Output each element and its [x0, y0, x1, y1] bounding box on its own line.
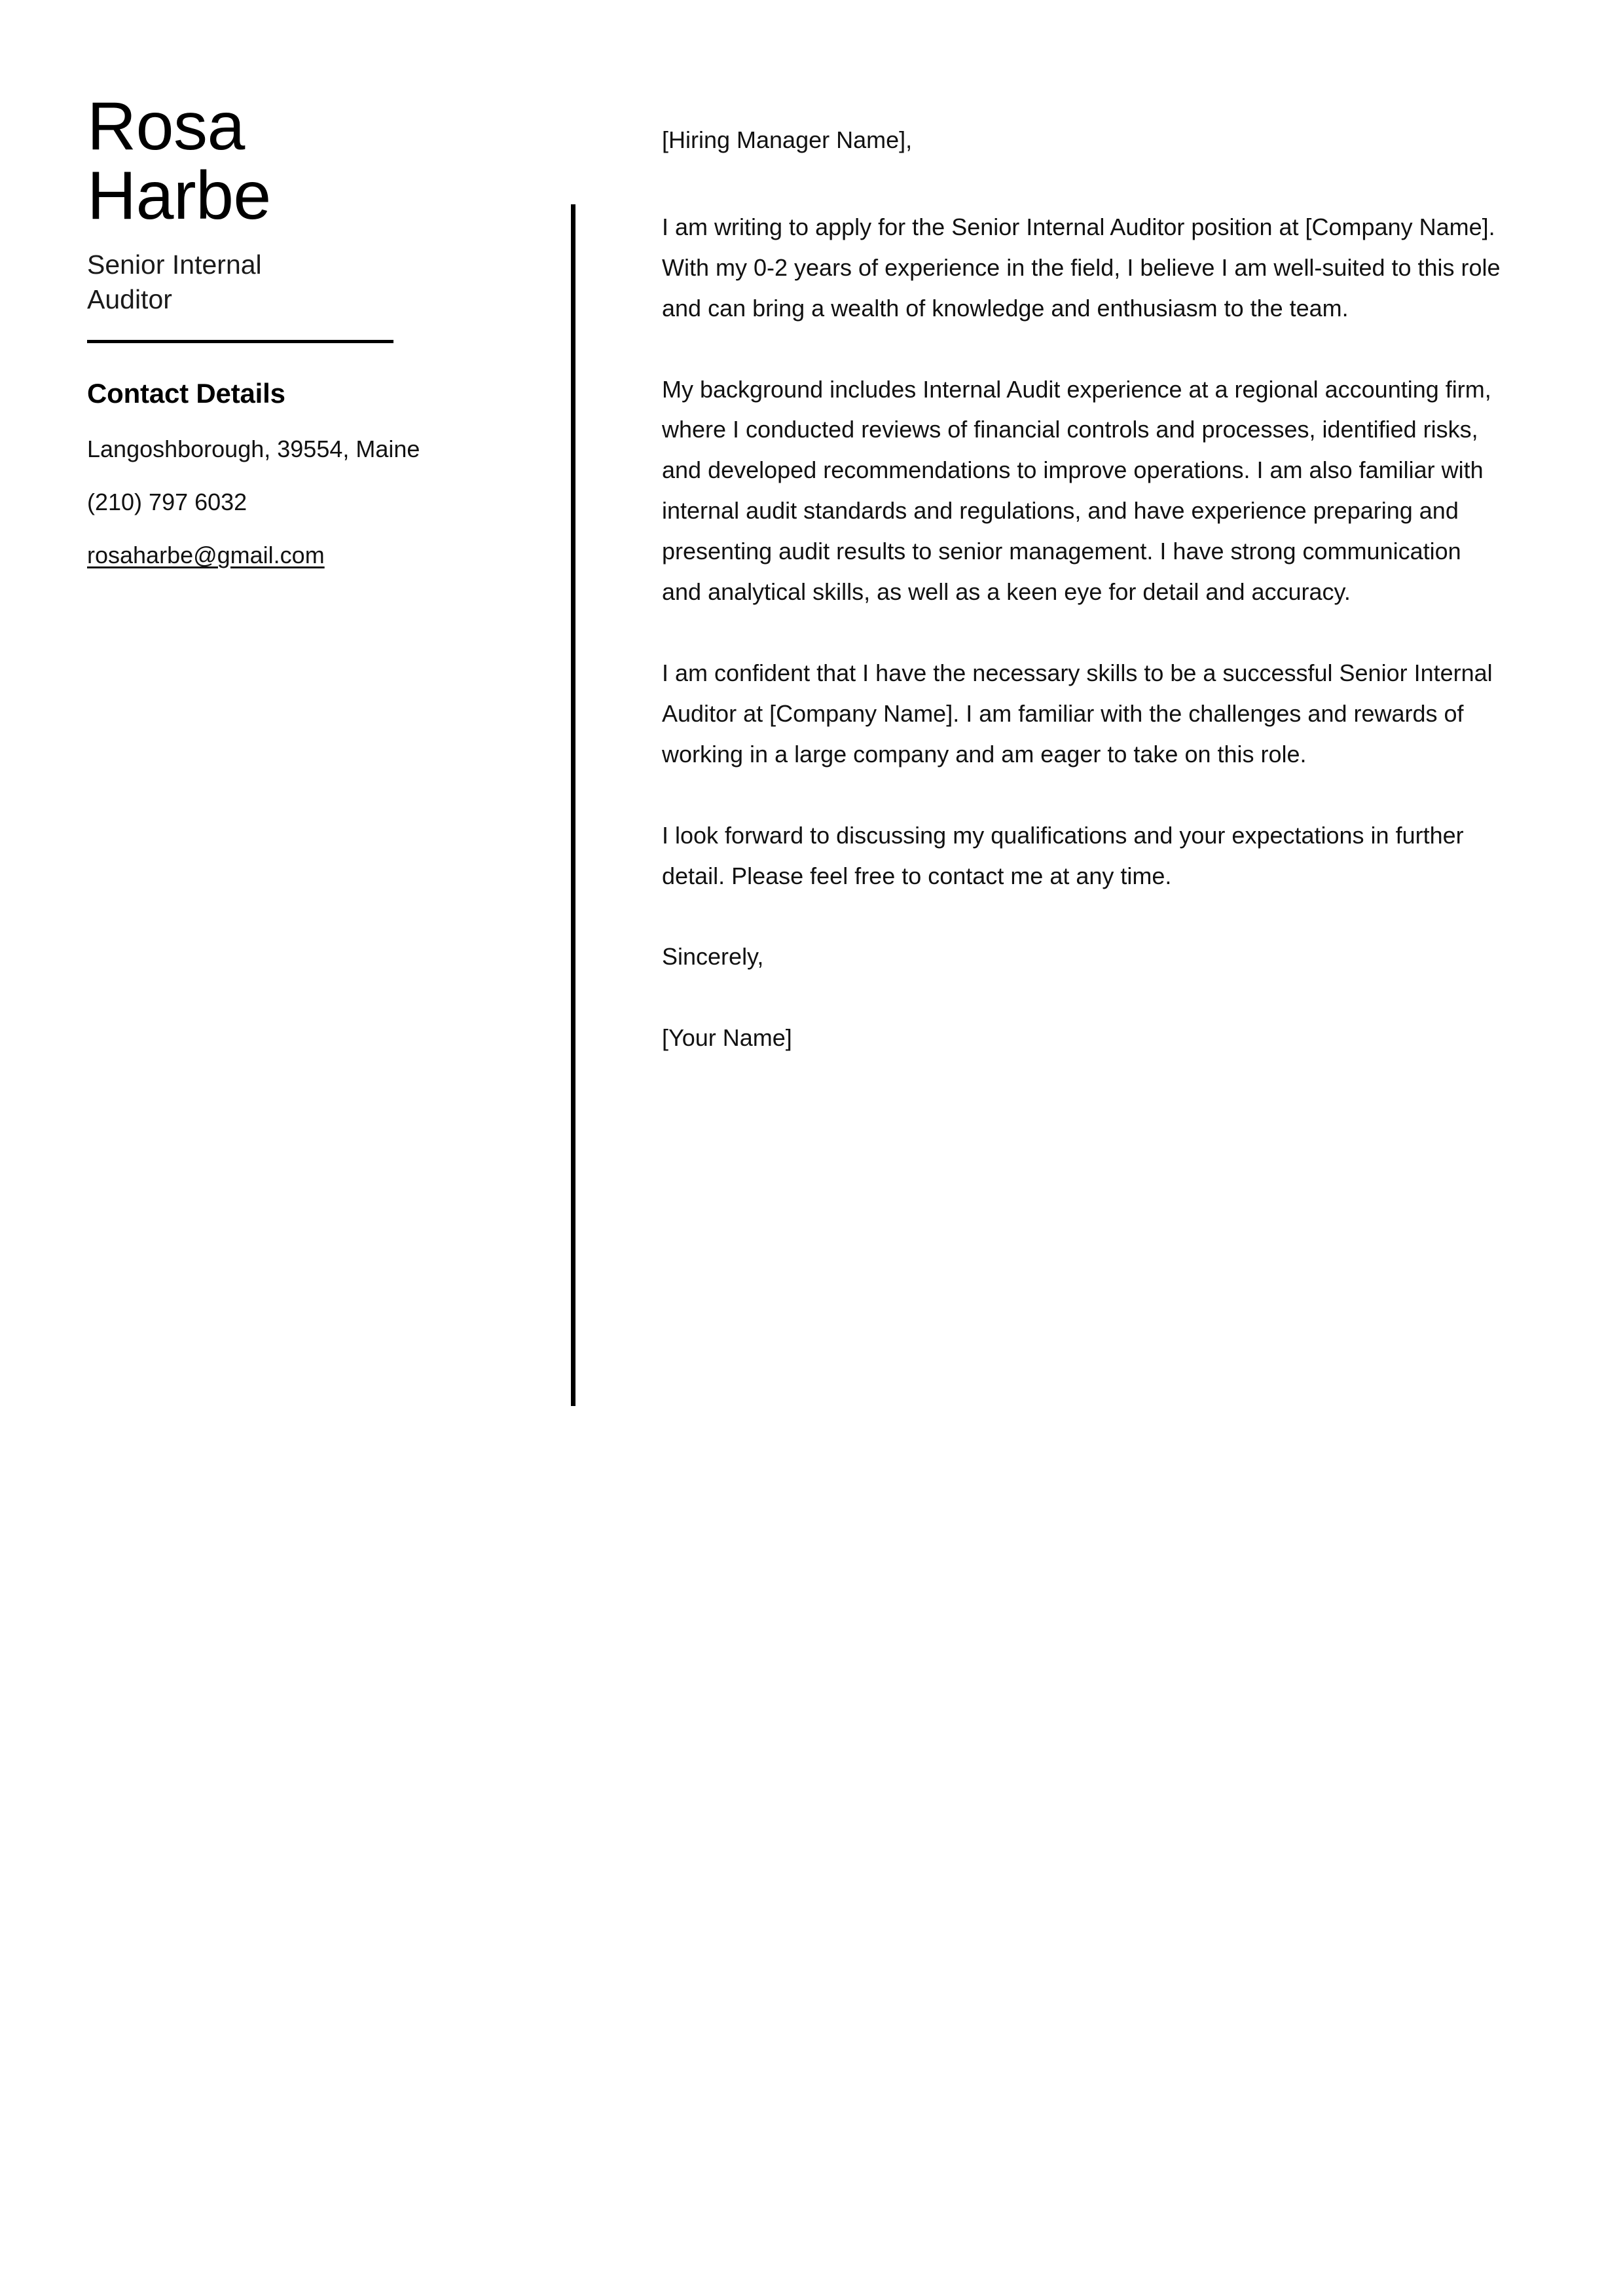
letter-body — [662, 122, 1506, 1058]
sidebar-divider-rule — [87, 340, 393, 343]
sidebar — [87, 88, 493, 591]
letter-paragraph: I look forward to discussing my qualifications and your expectations in further detail. Please feel free to contact me at any time. — [662, 821, 1464, 889]
contact-details-heading: Contact Details — [87, 377, 285, 409]
contact-email[interactable]: rosaharbe@gmail.com — [87, 542, 325, 569]
letter-closing: Sincerely, — [662, 943, 764, 971]
applicant-name — [87, 88, 493, 234]
name-line-first: Rosa — [87, 88, 245, 164]
letter-signature-name: [Your Name] — [662, 1024, 792, 1052]
letter-salutation: [Hiring Manager Name], — [662, 126, 913, 153]
contact-details-list — [87, 432, 493, 572]
contact-address: Langoshborough, 39554, Maine — [87, 435, 420, 463]
letter-paragraph: I am confident that I have the necessary skills to be a successful Senior Internal Auditor at [Company Name]. I am familiar with the challenges and rewards of working in a large company and am eager to take on this role. — [662, 659, 1493, 768]
vertical-divider-line — [571, 204, 575, 1406]
contact-phone[interactable]: (210) 797 6032 — [87, 489, 247, 516]
job-title: Senior Internal Auditor — [87, 250, 262, 315]
letter-paragraph: I am writing to apply for the Senior Internal Auditor position at [Company Name]. With my 0-2 years of experience in the field, I believe I am well-suited to this role and can bring a wealth of knowledge and enthusiasm to the team. — [662, 213, 1501, 322]
letter-paragraph: My background includes Internal Audit experience at a regional accounting firm, where I conducted reviews of financial controls and processes, identified risks, and developed recommendations to improve operations. I am also familiar with internal audit standards and regulations, and have experience preparing and presenting audit results to senior management. I have strong communication and analytical skills, as well as a keen eye for detail and accuracy. — [662, 375, 1491, 606]
name-line-last: Harbe — [87, 158, 271, 234]
